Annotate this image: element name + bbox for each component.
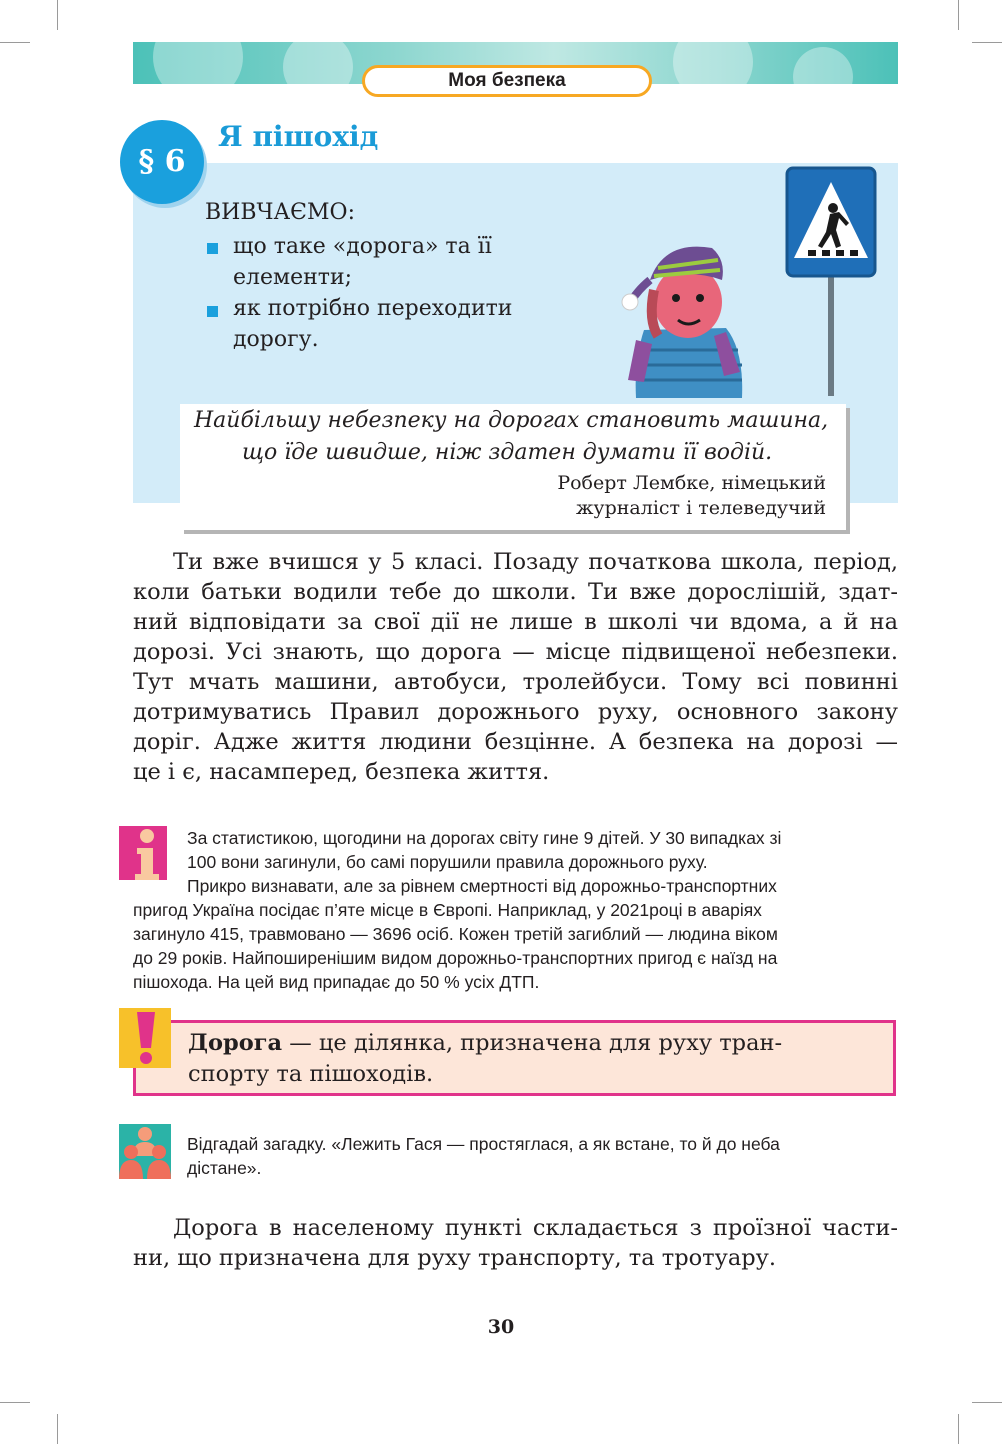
definition-line-1-rest: — це ділянка, призначена для руху тран- [282, 1030, 783, 1056]
learn-item-2-line-2: дорогу. [233, 327, 319, 352]
quote-line-1: Найбільшу небезпеку на дорогах становить машина, [194, 408, 829, 433]
info-line: пригод Україна посідає п’яте місце в Європі. Наприклад, у 2021році в аваріях [133, 900, 762, 920]
learn-item-1-line-2: елементи; [233, 265, 353, 290]
learn-heading: ВИВЧАЄМО: [205, 200, 355, 225]
paragraph-line: Тут мчать машини, автобуси, тролейбуси. Тому всі повинні [133, 669, 898, 695]
road-paragraph [133, 1213, 898, 1273]
info-line: За статистикою, щогодини на дорогах світу гине 9 дітей. У 30 випадках зі [187, 828, 782, 848]
riddle-line-1: Відгадай загадку. «Лежить Гася — простяглася, а як встане, то й до неба [187, 1134, 780, 1154]
paragraph-line: це і є, насамперед, безпека життя. [133, 759, 550, 785]
quote-author-line-2: журналіст і телеведучий [575, 497, 826, 519]
exclamation-icon [119, 1008, 171, 1068]
quote-author-line-1: Роберт Лембке, німецький [557, 472, 826, 494]
quote-line-2: що їде швидше, ніж здатен думати її водій. [242, 440, 773, 465]
paragraph-line: дорозі. Усі знають, що дорога — місце підвищеної небезпеки. [133, 639, 898, 665]
definition-line-2: спорту та пішоходів. [188, 1061, 434, 1087]
bullet-icon [207, 243, 218, 254]
chapter-label: Моя безпека [362, 65, 652, 97]
paragraph-line: коли батьки водили тебе до школи. Ти вже дорослішій, здат- [133, 579, 898, 605]
intro-paragraph [133, 547, 898, 787]
learn-item-1-line-1: що таке «дорога» та її [233, 234, 492, 259]
learn-item-2-line-1: як потрібно переходити [233, 296, 513, 321]
paragraph-line: дотримуватись Правил дорожнього руху, основного закону [133, 699, 898, 725]
paragraph-line: Дорога в населеному пункті складається з проїзної части- [173, 1215, 898, 1241]
paragraph-line: ний відповідати за свої дії не лише в школі чи вдома, а й на [133, 609, 898, 635]
crop-mark [57, 1414, 58, 1444]
paragraph-line: доріг. Адже життя людини безцінне. А безпека на дорозі — [133, 729, 898, 755]
crop-mark [958, 0, 959, 30]
info-line: загинуло 415, травмовано — 3696 осіб. Кожен третій загиблий — людина віком [133, 924, 778, 944]
page-number: 30 [487, 1316, 515, 1338]
crop-mark [958, 1414, 959, 1444]
section-title: Я пішохід [218, 120, 379, 153]
paragraph-line: Ти вже вчишся у 5 класі. Позаду початкова школа, період, [173, 549, 898, 575]
crop-mark [57, 0, 58, 30]
crop-mark [0, 42, 30, 43]
bullet-icon [207, 306, 218, 317]
paragraph-line: ни, що призначена для руху транспорту, та тротуару. [133, 1245, 777, 1271]
girl-illustration [614, 240, 754, 398]
riddle-line-2: дістане». [187, 1158, 262, 1178]
crop-mark [972, 1402, 1002, 1403]
info-line: до 29 років. Найпоширенішим видом дорожньо-транспортних пригод є наїзд на [133, 948, 778, 968]
crop-mark [0, 1402, 30, 1403]
info-line: пішохода. На цей вид припадає до 50 % усіх ДТП. [133, 972, 540, 992]
pedestrian-crossing-sign-icon [784, 166, 880, 398]
info-line: Прикро визнавати, але за рівнем смертності від дорожньо-транспортних [187, 876, 777, 896]
info-line: 100 вони загинули, бо самі порушили правила дорожнього руху. [187, 852, 708, 872]
quote-card [180, 404, 846, 530]
people-group-icon [119, 1124, 171, 1179]
definition-term: Дорога [188, 1030, 283, 1056]
crop-mark [972, 42, 1002, 43]
section-number-badge: § 6 [120, 120, 204, 204]
definition-line-1 [188, 1030, 782, 1056]
info-icon [119, 826, 167, 880]
